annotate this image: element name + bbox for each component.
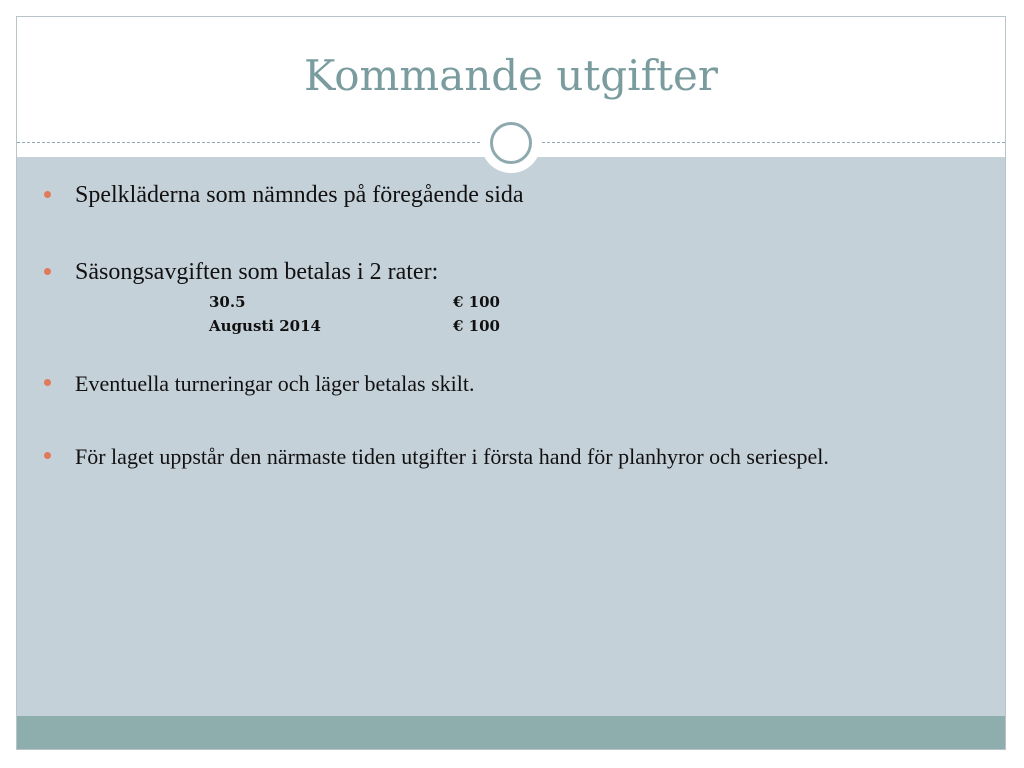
bullet-dot-icon — [44, 191, 51, 198]
bullet-dot-icon — [44, 452, 51, 459]
installment-date: Augusti 2014 — [209, 317, 321, 335]
slide — [16, 16, 1006, 750]
circle-ornament-icon — [490, 122, 532, 164]
installment-amount: € 100 — [453, 317, 500, 335]
installment-amount: € 100 — [453, 293, 500, 311]
bullet-item: Spelkläderna som nämndes på föregående sida — [75, 182, 524, 208]
slide-title: Kommande utgifter — [304, 51, 718, 100]
installment-date: 30.5 — [209, 293, 246, 311]
bullet-item: Eventuella turneringar och läger betalas skilt. — [75, 371, 475, 396]
bullet-dot-icon — [44, 379, 51, 386]
bullet-item: Säsongsavgiften som betalas i 2 rater: — [75, 259, 439, 285]
bullet-dot-icon — [44, 268, 51, 275]
footer-band — [17, 716, 1005, 750]
bullet-item: För laget uppstår den närmaste tiden utgifter i första hand för planhyror och seriespel. — [75, 444, 829, 469]
content-background — [17, 157, 1005, 716]
